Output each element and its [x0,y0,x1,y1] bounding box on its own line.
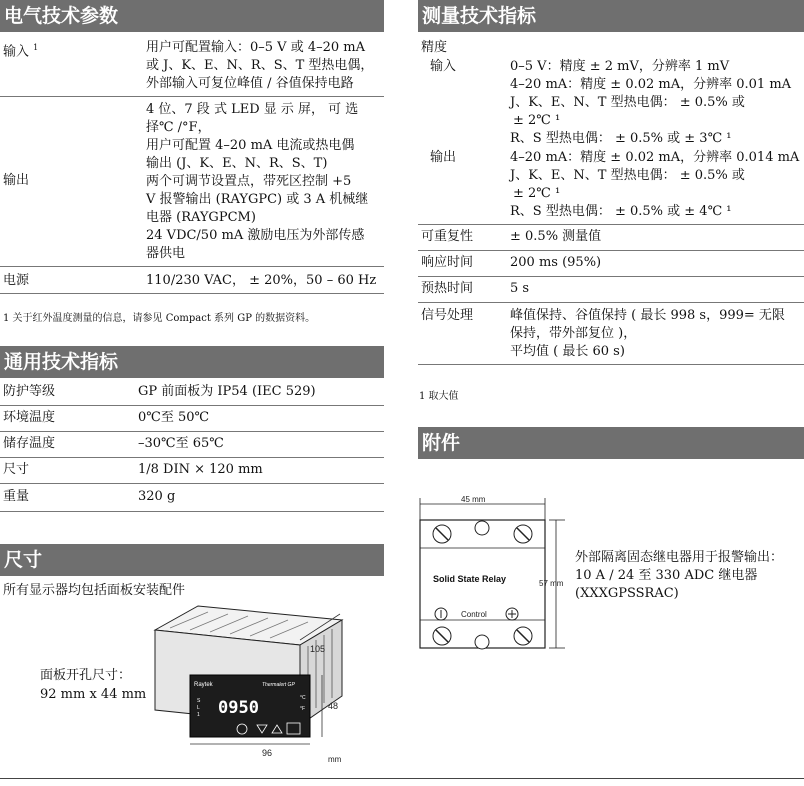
measurement-table [418,38,804,365]
row-value-output: 4 位、7 段 式 LED 显 示 屏， 可 选 择℃ /°F， 用户可配置 4–20 mA 电流或热电偶 输出 (J、K、E、N、R、S、T) 两个可调节设置点，带死区控制 +5 V 报警输出 (RAYGPC) 或 3 A 机械继 电器 (RAYGPCM) 24 VDC/50 mA 激励电压为外部传感 器供电 [146,102,369,261]
general-table [0,380,384,512]
row-label-output: 输出 [3,172,30,188]
table-row [418,303,804,365]
table-row: 输入 $^1$ 用户可配置输入：0–5 V 或 4–20 mA 或 J、K、E、N、R、S、T 型热电偶， 外部输入可复位峰值 / 谷值保持电路 [0,38,384,97]
table-row: 尺寸 1/8 DIN × 120 mm [0,458,384,484]
dimensions-subtitle: 所有显示器均包括面板安装配件 [3,583,186,598]
measurement-section-title: 测量技术指标 [418,0,804,32]
electrical-table [0,38,384,294]
table-row [418,57,804,148]
table-row: 储存温度 –30℃至 65℃ [0,432,384,458]
cutout-label: 面板开孔尺寸： [40,668,132,683]
table-row [0,267,384,294]
table-row: 响应时间 200 ms (95%) [418,251,804,277]
signal-label: 信号处理 [421,308,474,323]
electrical-section-title: 电气技术参数 [0,0,384,32]
dimensions-section-title: 尺寸 [0,544,384,576]
page-bottom-rule [0,778,804,779]
signal-value: 峰值保持、谷值保持 ( 最长 998 s，999= 无限 保持，带外部复位 )， 平均值 ( 最长 60 s) [510,308,785,359]
accuracy-output-value: 4–20 mA：精度 ± 0.02 mA，分辨率 0.014 mA J、K、E、N、T 型热电偶： ± 0.5% 或 ± 2℃ ¹ R、S 型热电偶： ± 0.5% 或 ± 4℃ ¹ [510,150,800,219]
table-row: 环境温度 0℃至 50℃ [0,406,384,432]
table-row [418,38,804,57]
height-dimension-label: 48 [328,701,339,711]
unit-label: mm [328,755,342,764]
accuracy-input-label: 输入 [430,59,457,74]
depth-dimension-label: 105 [310,644,326,654]
control-label: Control [461,610,487,619]
accessories-section-title: 附件 [418,427,804,459]
model-label: Thermalert GP [262,682,295,688]
table-row: 重量 320 g [0,484,384,512]
display-device-illustration [150,600,370,770]
electrical-footnote: 1 关于红外温度测量的信息，请参见 Compact 系列 GP 的数据资料。 [3,313,316,324]
brand-label: Raytek [194,682,213,688]
table-row: 防护等级 GP 前面板为 IP54 (IEC 529) [0,380,384,406]
table-row: 可重复性 ± 0.5% 测量值 [418,225,804,251]
table-row [418,148,804,225]
unit-c-label: °C [300,695,306,701]
mounting-hole-icon [475,521,489,535]
led-label-l: L [197,705,200,711]
relay-name-label: Solid State Relay [433,574,507,584]
led-readout: 0950 [218,698,259,718]
table-row [0,97,384,267]
cutout-value: 92 mm x 44 mm [40,687,147,702]
unit-f-label: °F [300,706,306,712]
relay-width-label: 45 mm [461,495,486,504]
row-value-power: 110/230 VAC， ± 20%，50 – 60 Hz [146,273,377,288]
row-label-input: 输入 [3,44,30,60]
accessory-description: 外部隔离固态继电器用于报警输出： 10 A / 24 至 330 ADC 继电器 (XXXGPSSRAC) [575,550,784,601]
row-value-input: 用户可配置输入：0–5 V 或 4–20 mA 或 J、K、E、N、R、S、T 型热电偶， 外部输入可复位峰值 / 谷值保持电路 [146,40,374,91]
accuracy-input-value: 0–5 V：精度 ± 2 mV，分辨率 1 mV 4–20 mA：精度 ± 0.02 mA，分辨率 0.01 mA J、K、E、N、T 型热电偶： ± 0.5% 或 ± 2℃ ¹ R、S 型热电偶： ± 0.5% 或 ± 3℃ ¹ [510,59,792,146]
led-label-s: S [197,698,201,704]
measurement-footnote: 1 取大值 [419,391,459,402]
power-button-icon [237,724,247,734]
general-section-title: 通用技术指标 [0,346,384,378]
accuracy-output-label: 输出 [430,150,457,165]
accuracy-label: 精度 [421,40,448,55]
solid-state-relay-illustration [415,490,575,660]
relay-height-label: 57 mm [539,579,564,588]
led-label-1: 1 [197,712,200,718]
row-label-power: 电源 [3,273,30,288]
width-dimension-label: 96 [262,748,273,758]
table-row: 预热时间 5 s [418,277,804,303]
mounting-hole-icon [475,635,489,649]
